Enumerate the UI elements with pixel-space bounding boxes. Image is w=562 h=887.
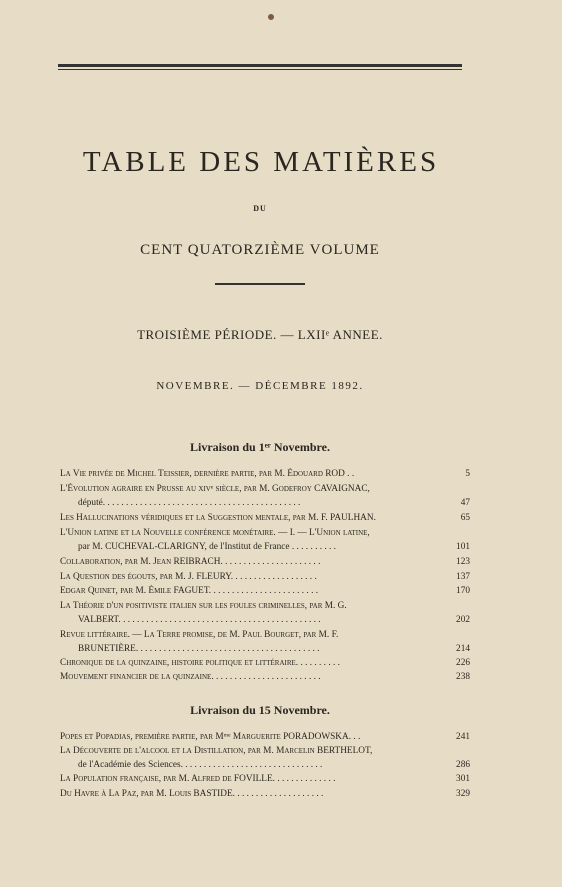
page-number: 123: [454, 556, 470, 570]
toc-entry[interactable]: [60, 527, 470, 554]
title-connector: DU: [253, 204, 267, 213]
section-heading: Livraison du 1ᵉʳ Novembre.: [190, 440, 330, 454]
page-number: 301: [454, 773, 470, 787]
entry-line: Popes et Popadias, première partie, par Mᵐᵉ Marguerite PORADOWSKA. . .: [60, 732, 361, 742]
entry-line: La Population française, par M. Alfred de FOVILLE. . . . . . . . . . . . . .: [60, 774, 336, 784]
entry-line: de l'Académie des Sciences. . . . . . . . . . . . . . . . . . . . . . . . . . . . . . .: [78, 759, 323, 770]
entry-line: La Question des égouts, par M. J. FLEURY. . . . . . . . . . . . . . . . . . .: [60, 572, 317, 582]
toc-entry[interactable]: [60, 773, 470, 787]
volume-title: CENT QUATORZIÈME VOLUME: [140, 242, 380, 258]
toc-entry[interactable]: [60, 788, 470, 802]
entry-line: BRUNETIÈRE. . . . . . . . . . . . . . . . . . . . . . . . . . . . . . . . . . . . . . . .: [78, 643, 320, 654]
entry-line: Mouvement financier de la quinzaine. . . . . . . . . . . . . . . . . . . . . . . .: [60, 672, 321, 682]
toc-entry[interactable]: [60, 745, 470, 772]
toc-entry[interactable]: [60, 600, 470, 627]
entry-line: par M. CUCHEVAL-CLARIGNY, de l'Institut de France . . . . . . . . . .: [78, 541, 337, 552]
entry-line: député. . . . . . . . . . . . . . . . . . . . . . . . . . . . . . . . . . . . . . . . . . .: [78, 497, 301, 508]
entry-line: Edgar Quinet, par M. Émile FAGUET. . . . . . . . . . . . . . . . . . . . . . . .: [60, 586, 319, 596]
section-heading: Livraison du 15 Novembre.: [190, 703, 330, 717]
ink-spot: [268, 14, 274, 20]
toc-entry[interactable]: [60, 512, 470, 526]
entry-line: La Découverte de l'alcool et la Distillation, par M. Marcelin BERTHELOT,: [60, 746, 373, 756]
page-number: 47: [459, 497, 470, 511]
dates-line: NOVEMBRE. — DÉCEMBRE 1892.: [156, 380, 364, 392]
page-number: 5: [463, 468, 470, 482]
toc-entry[interactable]: [60, 483, 470, 510]
toc-entry[interactable]: [60, 731, 470, 745]
page-number: 137: [454, 571, 470, 585]
period-line: TROISIÈME PÉRIODE. — LXIIᵉ ANNEE.: [137, 327, 383, 342]
entry-line: La Théorie d'un positiviste italien sur les foules criminelles, par M. G.: [60, 601, 347, 611]
toc-entry[interactable]: [60, 556, 470, 570]
toc-entry[interactable]: [60, 585, 470, 599]
entry-line: Collaboration, par M. Jean REIBRACH. . . . . . . . . . . . . . . . . . . . . .: [60, 557, 321, 567]
entry-line: Du Havre à La Paz, par M. Louis BASTIDE. . . . . . . . . . . . . . . . . . . .: [60, 789, 324, 799]
toc-entry[interactable]: [60, 657, 470, 671]
entry-line: Revue littéraire. — La Terre promise, de M. Paul Bourget, par M. F.: [60, 630, 339, 640]
toc-entry[interactable]: [60, 468, 470, 482]
toc-entry[interactable]: [60, 571, 470, 585]
page-number: 170: [454, 585, 470, 599]
entry-line: Chronique de la quinzaine, histoire politique et littéraire. . . . . . . . . .: [60, 658, 340, 668]
entry-line: Les Hallucinations véridiques et la Suggestion mentale, par M. F. PAULHAN.: [60, 513, 376, 523]
page-title: TABLE DES MATIÈRES: [82, 146, 440, 178]
top-double-rule: [58, 64, 462, 70]
entry-line: L'Union latine et la Nouvelle conférence monétaire. — I. — L'Union latine,: [60, 528, 370, 538]
page-number: 329: [454, 788, 470, 802]
short-rule: [215, 283, 305, 285]
entry-line: L'Évolution agraire en Prusse au xivᵉ siècle, par M. Godefroy CAVAIGNAC,: [60, 484, 370, 494]
page-number: 202: [454, 614, 470, 628]
page-number: 214: [454, 643, 470, 657]
page-number: 241: [454, 731, 470, 745]
entry-line: VALBERT. . . . . . . . . . . . . . . . . . . . . . . . . . . . . . . . . . . . . . . . . . . .: [78, 614, 321, 625]
page-number: 65: [459, 512, 470, 526]
toc-entry[interactable]: [60, 629, 470, 656]
entry-line: La Vie privée de Michel Teissier, dernière partie, par M. Édouard ROD . .: [60, 469, 355, 479]
page-number: 226: [454, 657, 470, 671]
toc-entry[interactable]: [60, 671, 470, 685]
page-number: 286: [454, 759, 470, 773]
page-number: 238: [454, 671, 470, 685]
page-number: 101: [454, 541, 470, 555]
